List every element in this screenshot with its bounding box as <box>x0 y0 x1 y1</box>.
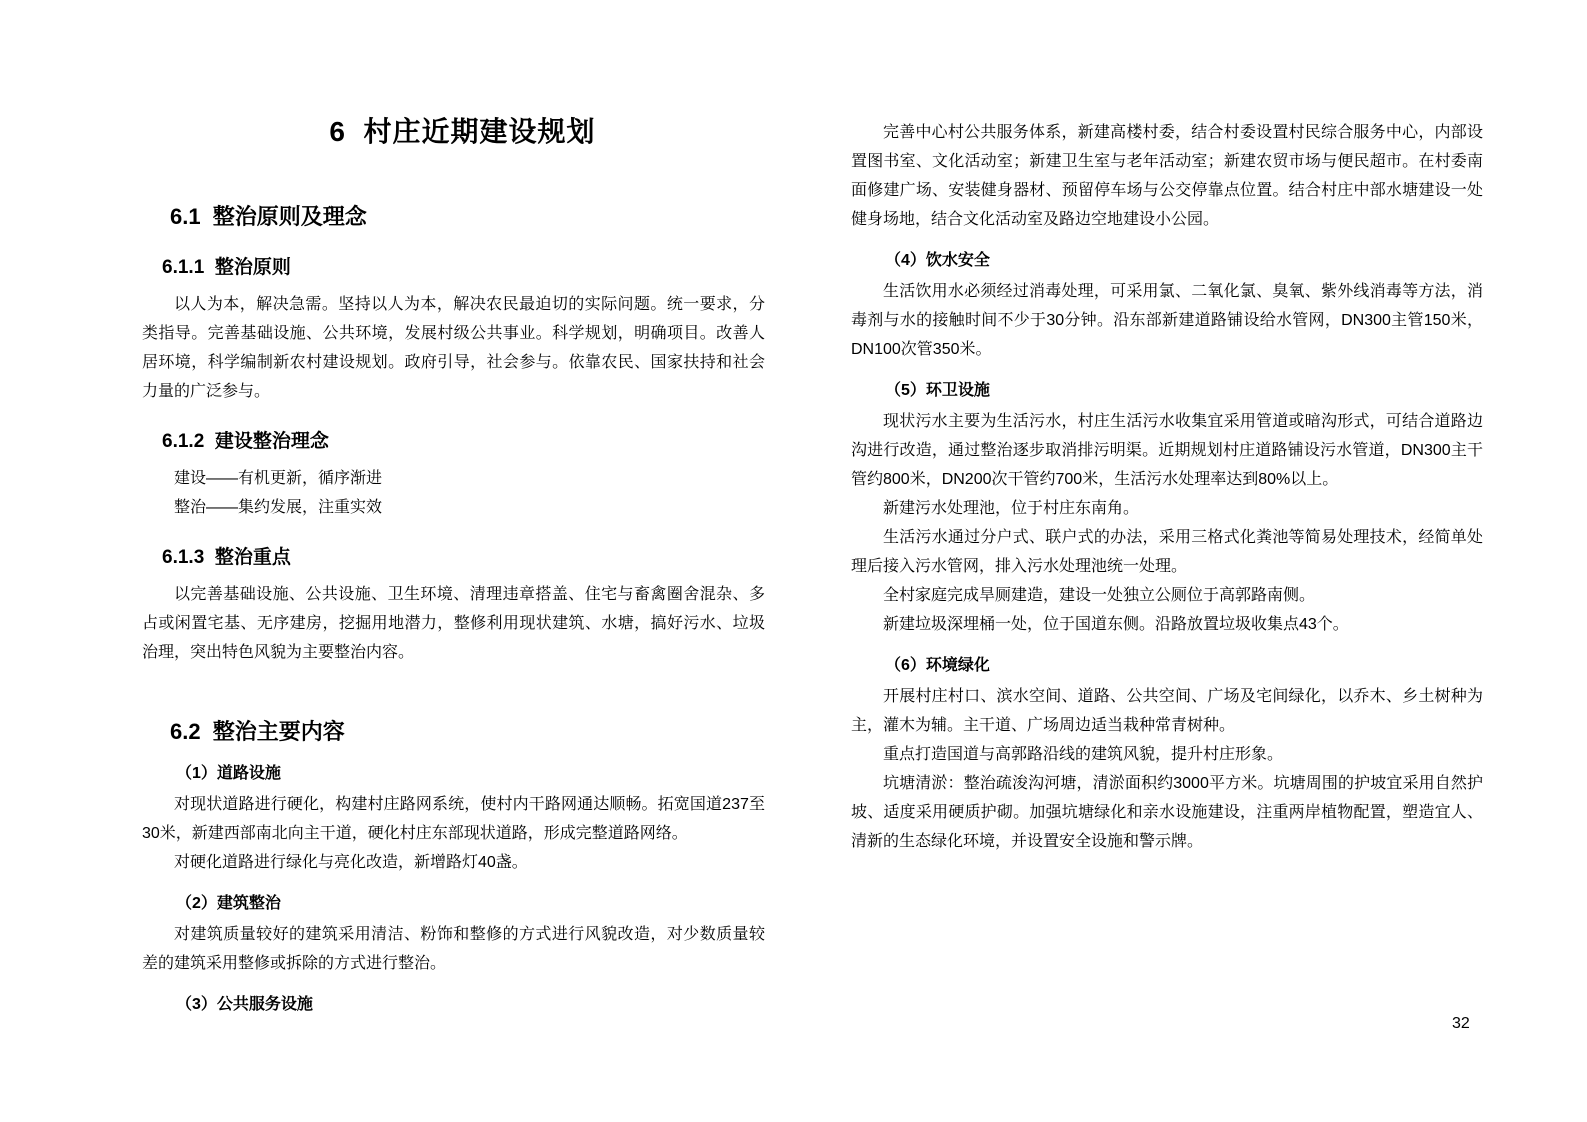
paragraph: 完善中心村公共服务体系，新建高楼村委，结合村委设置村民综合服务中心，内部设置图书室、文化活动室；新建卫生室与老年活动室；新建农贸市场与便民超市。在村委南面修建广场、安装健身器材、预留停车场与公交停靠点位置。结合村庄中部水塘建设一处健身场地，结合文化活动室及路边空地建设小公园。 <box>851 124 1483 228</box>
paragraph: 开展村庄村口、滨水空间、道路、公共空间、广场及宅间绿化，以乔木、乡土树种为主，灌木为辅。主干道、广场周边适当栽种常青树种。 <box>851 688 1483 734</box>
left-column <box>142 0 765 1021</box>
section-heading: 6.2 整治主要内容 <box>170 719 345 744</box>
item-heading: （5）环卫设施 <box>885 382 990 399</box>
right-column <box>851 0 1483 856</box>
subsection-heading: 6.1.1 整治原则 <box>162 257 291 278</box>
item-heading: （4）饮水安全 <box>885 252 990 269</box>
concept-line: 建设——有机更新，循序渐进 <box>174 470 383 487</box>
paragraph: 以人为本，解决急需。坚持以人为本，解决农民最迫切的实际问题。统一要求，分类指导。完善基础设施、公共环境，发展村级公共事业。科学规划，明确项目。改善人居环境，科学编制新农村建设规划。政府引导，社会参与。依靠农民、国家扶持和社会力量的广泛参与。 <box>142 296 765 400</box>
item-heading: （1）道路设施 <box>176 765 281 782</box>
paragraph: 坑塘清淤：整治疏浚沟河塘，清淤面积约3000平方米。坑塘周围的护坡宜采用自然护坡、适度采用硬质护砌。加强坑塘绿化和亲水设施建设，注重两岸植物配置，塑造宜人、清新的生态绿化环境，并设置安全设施和警示牌。 <box>851 775 1483 850</box>
paragraph: 重点打造国道与高郭路沿线的建筑风貌，提升村庄形象。 <box>883 746 1284 763</box>
subsection-heading: 6.1.2 建设整治理念 <box>162 431 329 452</box>
paragraph: 全村家庭完成旱厕建造，建设一处独立公厕位于高郭路南侧。 <box>883 587 1316 604</box>
paragraph: 生活饮用水必须经过消毒处理，可采用氯、二氧化氯、臭氧、紫外线消毒等方法，消毒剂与水的接触时间不少于30分钟。沿东部新建道路铺设给水管网，DN300主管150米，DN100次管350米。 <box>851 283 1483 358</box>
section-heading: 6.1 整治原则及理念 <box>170 204 367 229</box>
paragraph: 生活污水通过分户式、联户式的办法，采用三格式化粪池等简易处理技术，经简单处理后接入污水管网，排入污水处理池统一处理。 <box>851 529 1483 575</box>
paragraph: 新建污水处理池，位于村庄东南角。 <box>883 500 1140 517</box>
chapter-title: 6 村庄近期建设规划 <box>329 116 596 147</box>
item-heading: （3）公共服务设施 <box>176 996 313 1013</box>
paragraph: 以完善基础设施、公共设施、卫生环境、清理违章搭盖、住宅与畜禽圈舍混杂、多占或闲置宅基、无序建房，挖掘用地潜力，整修利用现状建筑、水塘，搞好污水、垃圾治理，突出特色风貌为主要整治内容。 <box>142 586 765 661</box>
page-number: 32 <box>1452 1015 1470 1032</box>
paragraph: 现状污水主要为生活污水，村庄生活污水收集宜采用管道或暗沟形式，可结合道路边沟进行改造，通过整治逐步取消排污明渠。近期规划村庄道路铺设污水管道，DN300主干管约800米，DN200次干管约700米，生活污水处理率达到80%以上。 <box>851 413 1483 488</box>
subsection-heading: 6.1.3 整治重点 <box>162 547 291 568</box>
paragraph: 对硬化道路进行绿化与亮化改造，新增路灯40盏。 <box>174 854 528 871</box>
concept-line: 整治——集约发展，注重实效 <box>174 499 383 516</box>
item-heading: （2）建筑整治 <box>176 895 281 912</box>
item-heading: （6）环境绿化 <box>885 657 990 674</box>
paragraph: 对现状道路进行硬化，构建村庄路网系统，使村内干路网通达顺畅。拓宽国道237至30米，新建西部南北向主干道，硬化村庄东部现状道路，形成完整道路网络。 <box>142 796 765 842</box>
paragraph: 对建筑质量较好的建筑采用清洁、粉饰和整修的方式进行风貌改造，对少数质量较差的建筑采用整修或拆除的方式进行整治。 <box>142 926 765 972</box>
paragraph: 新建垃圾深埋桶一处，位于国道东侧。沿路放置垃圾收集点43个。 <box>883 616 1349 633</box>
